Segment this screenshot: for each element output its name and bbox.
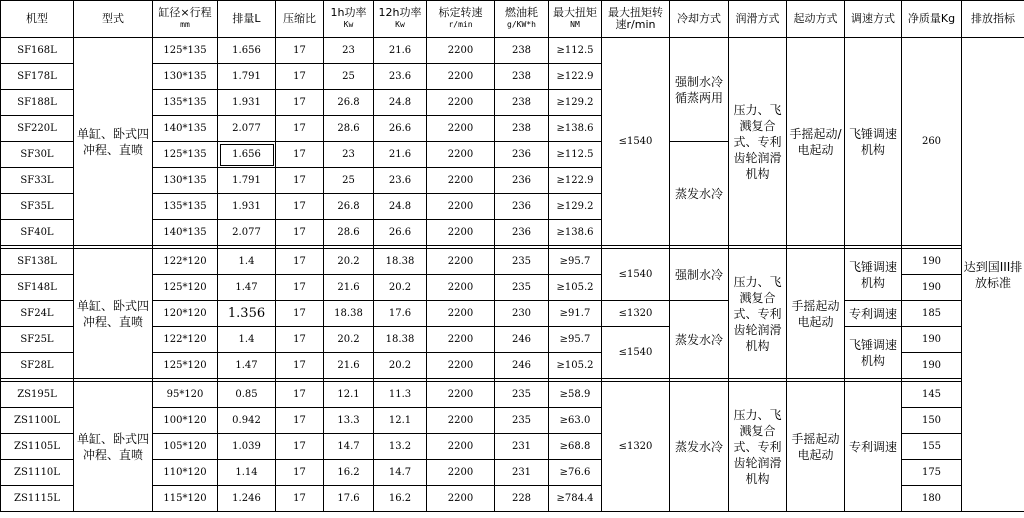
- cell-governing: 飞锤调速机构: [845, 38, 902, 246]
- cell-emission: 达到国III排放标准: [962, 38, 1024, 512]
- cell-model: SF148L: [1, 275, 74, 301]
- cell-governing: 飞锤调速机构: [845, 327, 902, 379]
- cell-compression: 17: [276, 382, 324, 408]
- cell-power-12h: 26.6: [374, 116, 427, 142]
- cell-model: ZS195L: [1, 382, 74, 408]
- cell-fuel: 236: [495, 142, 549, 168]
- cell-model: SF28L: [1, 353, 74, 379]
- cell-power-12h: 24.8: [374, 194, 427, 220]
- cell-net-mass: 150: [902, 408, 962, 434]
- cell-model: SF178L: [1, 64, 74, 90]
- cell-compression: 17: [276, 486, 324, 512]
- cell-lubrication: 压力、飞溅复合式、专利齿轮润滑机构: [729, 38, 787, 246]
- cell-power-1h: 17.6: [324, 486, 374, 512]
- cell-displacement: 1.791: [218, 64, 276, 90]
- cell-rated-speed: 2200: [427, 275, 495, 301]
- cell-max-torque: ≥95.7: [549, 249, 602, 275]
- cell-type: 单缸、卧式四冲程、直喷: [74, 382, 153, 512]
- cell-power-1h: 25: [324, 64, 374, 90]
- header-max-torque: 最大扭矩 NM: [549, 1, 602, 38]
- cell-displacement: 1.246: [218, 486, 276, 512]
- cell-fuel: 238: [495, 64, 549, 90]
- cell-power-1h: 26.8: [324, 90, 374, 116]
- cell-fuel: 235: [495, 382, 549, 408]
- header-rated-speed: 标定转速 r/min: [427, 1, 495, 38]
- cell-rated-speed: 2200: [427, 142, 495, 168]
- cell-lubrication: 压力、飞溅复合式、专利齿轮润滑机构: [729, 382, 787, 512]
- cell-compression: 17: [276, 116, 324, 142]
- cell-displacement: 1.356: [218, 301, 276, 327]
- table-row: [1, 327, 1024, 353]
- cell-bore-stroke: 125*135: [153, 142, 218, 168]
- cell-power-12h: 13.2: [374, 434, 427, 460]
- cell-torque-speed: ≤1320: [602, 301, 670, 327]
- cell-net-mass: 190: [902, 249, 962, 275]
- cell-power-12h: 12.1: [374, 408, 427, 434]
- cell-bore-stroke: 140*135: [153, 116, 218, 142]
- header-power-1h: 1h功率 Kw: [324, 1, 374, 38]
- cell-displacement: 1.47: [218, 275, 276, 301]
- cell-max-torque: ≥91.7: [549, 301, 602, 327]
- cell-power-1h: 28.6: [324, 116, 374, 142]
- cell-net-mass: 145: [902, 382, 962, 408]
- cell-power-1h: 20.2: [324, 327, 374, 353]
- cell-power-1h: 21.6: [324, 275, 374, 301]
- cell-max-torque: ≥112.5: [549, 38, 602, 64]
- cell-type: 单缸、卧式四冲程、直喷: [74, 249, 153, 379]
- cell-net-mass: 190: [902, 327, 962, 353]
- cell-max-torque: ≥105.2: [549, 275, 602, 301]
- cell-displacement: 2.077: [218, 116, 276, 142]
- cell-rated-speed: 2200: [427, 382, 495, 408]
- cell-fuel: 236: [495, 220, 549, 246]
- cell-power-12h: 18.38: [374, 327, 427, 353]
- cell-torque-speed: ≤1540: [602, 38, 670, 246]
- cell-governing: 专利调速: [845, 382, 902, 512]
- cell-torque-speed: ≤1320: [602, 382, 670, 512]
- cell-bore-stroke: 95*120: [153, 382, 218, 408]
- cell-displacement: 1.791: [218, 168, 276, 194]
- cell-max-torque: ≥95.7: [549, 327, 602, 353]
- cell-rated-speed: 2200: [427, 64, 495, 90]
- cell-rated-speed: 2200: [427, 220, 495, 246]
- cell-bore-stroke: 120*120: [153, 301, 218, 327]
- cell-bore-stroke: 125*120: [153, 353, 218, 379]
- cell-compression: 17: [276, 434, 324, 460]
- cell-power-1h: 23: [324, 142, 374, 168]
- cell-displacement: 1.039: [218, 434, 276, 460]
- cell-rated-speed: 2200: [427, 327, 495, 353]
- cell-cooling: 蒸发水冷: [670, 382, 729, 512]
- cell-net-mass: 190: [902, 275, 962, 301]
- cell-power-1h: 28.6: [324, 220, 374, 246]
- cell-rated-speed: 2200: [427, 460, 495, 486]
- cell-bore-stroke: 122*120: [153, 249, 218, 275]
- cell-fuel: 246: [495, 327, 549, 353]
- cell-displacement: 1.931: [218, 90, 276, 116]
- cell-power-12h: 23.6: [374, 64, 427, 90]
- cell-power-1h: 20.2: [324, 249, 374, 275]
- cell-compression: 17: [276, 194, 324, 220]
- cell-compression: 17: [276, 408, 324, 434]
- header-net-mass: 净质量Kg: [902, 1, 962, 38]
- cell-compression: 17: [276, 142, 324, 168]
- cell-bore-stroke: 100*120: [153, 408, 218, 434]
- header-bore-stroke: 缸径×行程 mm: [153, 1, 218, 38]
- cell-model: SF33L: [1, 168, 74, 194]
- cell-compression: 17: [276, 301, 324, 327]
- header-emission: 排放指标: [962, 1, 1024, 38]
- cell-rated-speed: 2200: [427, 486, 495, 512]
- cell-power-1h: 25: [324, 168, 374, 194]
- cell-bore-stroke: 125*120: [153, 275, 218, 301]
- cell-torque-speed: ≤1540: [602, 327, 670, 379]
- cell-governing: 飞锤调速机构: [845, 249, 902, 301]
- cell-power-1h: 21.6: [324, 353, 374, 379]
- cell-bore-stroke: 105*120: [153, 434, 218, 460]
- cell-max-torque: ≥129.2: [549, 194, 602, 220]
- table-row: [1, 249, 1024, 275]
- cell-net-mass: 175: [902, 460, 962, 486]
- cell-power-12h: 14.7: [374, 460, 427, 486]
- cell-model: SF35L: [1, 194, 74, 220]
- cell-fuel: 235: [495, 408, 549, 434]
- cell-displacement: 1.4: [218, 249, 276, 275]
- header-starting: 起动方式: [787, 1, 845, 38]
- cell-power-12h: 18.38: [374, 249, 427, 275]
- cell-power-12h: 16.2: [374, 486, 427, 512]
- cell-model: ZS1105L: [1, 434, 74, 460]
- cell-fuel: 235: [495, 275, 549, 301]
- cell-fuel: 238: [495, 116, 549, 142]
- cell-power-12h: 26.6: [374, 220, 427, 246]
- cell-power-12h: 17.6: [374, 301, 427, 327]
- cell-model: ZS1100L: [1, 408, 74, 434]
- cell-model: SF40L: [1, 220, 74, 246]
- cell-max-torque: ≥122.9: [549, 168, 602, 194]
- cell-net-mass: 155: [902, 434, 962, 460]
- cell-displacement: 1.47: [218, 353, 276, 379]
- cell-model: ZS1110L: [1, 460, 74, 486]
- header-cooling: 冷却方式: [670, 1, 729, 38]
- header-torque-speed: 最大扭矩转速r/min: [602, 1, 670, 38]
- cell-governing: 专利调速: [845, 301, 902, 327]
- cell-power-1h: 18.38: [324, 301, 374, 327]
- header-power-12h: 12h功率 Kw: [374, 1, 427, 38]
- cell-displacement: 1.656: [218, 38, 276, 64]
- cell-max-torque: ≥138.6: [549, 220, 602, 246]
- cell-max-torque: ≥63.0: [549, 408, 602, 434]
- header-fuel: 燃油耗 g/KW*h: [495, 1, 549, 38]
- cell-power-1h: 23: [324, 38, 374, 64]
- cell-bore-stroke: 130*135: [153, 64, 218, 90]
- cell-compression: 17: [276, 38, 324, 64]
- cell-compression: 17: [276, 249, 324, 275]
- cell-model: SF188L: [1, 90, 74, 116]
- header-model: 机型: [1, 1, 74, 38]
- cell-cooling: 强制水冷: [670, 249, 729, 301]
- cell-displacement: 2.077: [218, 220, 276, 246]
- cell-power-12h: 11.3: [374, 382, 427, 408]
- cell-rated-speed: 2200: [427, 168, 495, 194]
- cell-compression: 17: [276, 64, 324, 90]
- cell-power-12h: 24.8: [374, 90, 427, 116]
- cell-lubrication: 压力、飞溅复合式、专利齿轮润滑机构: [729, 249, 787, 379]
- cell-fuel: 246: [495, 353, 549, 379]
- cell-model: SF25L: [1, 327, 74, 353]
- cell-power-1h: 14.7: [324, 434, 374, 460]
- cell-power-12h: 20.2: [374, 275, 427, 301]
- cell-net-mass: 190: [902, 353, 962, 379]
- cell-starting: 手摇起动/电起动: [787, 38, 845, 246]
- cell-rated-speed: 2200: [427, 249, 495, 275]
- cell-power-1h: 16.2: [324, 460, 374, 486]
- header-lubrication: 润滑方式: [729, 1, 787, 38]
- cell-starting: 手摇起动电起动: [787, 382, 845, 512]
- cell-model: SF24L: [1, 301, 74, 327]
- cell-fuel: 235: [495, 249, 549, 275]
- cell-fuel: 236: [495, 168, 549, 194]
- cell-compression: 17: [276, 460, 324, 486]
- cell-type: 单缸、卧式四冲程、直喷: [74, 38, 153, 246]
- cell-power-12h: 20.2: [374, 353, 427, 379]
- cell-max-torque: ≥112.5: [549, 142, 602, 168]
- cell-max-torque: ≥138.6: [549, 116, 602, 142]
- cell-rated-speed: 2200: [427, 116, 495, 142]
- cell-bore-stroke: 122*120: [153, 327, 218, 353]
- cell-compression: 17: [276, 275, 324, 301]
- cell-net-mass: 260: [902, 38, 962, 246]
- cell-displacement: 1.4: [218, 327, 276, 353]
- header-type: 型式: [74, 1, 153, 38]
- cell-fuel: 231: [495, 434, 549, 460]
- cell-power-1h: 26.8: [324, 194, 374, 220]
- cell-displacement: 0.942: [218, 408, 276, 434]
- cell-fuel: 230: [495, 301, 549, 327]
- cell-max-torque: ≥68.8: [549, 434, 602, 460]
- cell-cooling: 蒸发水冷: [670, 301, 729, 379]
- cell-bore-stroke: 135*135: [153, 90, 218, 116]
- cell-power-1h: 13.3: [324, 408, 374, 434]
- cell-power-1h: 12.1: [324, 382, 374, 408]
- cell-rated-speed: 2200: [427, 301, 495, 327]
- cell-compression: 17: [276, 327, 324, 353]
- cell-max-torque: ≥784.4: [549, 486, 602, 512]
- table-row: [1, 382, 1024, 408]
- cell-torque-speed: ≤1540: [602, 249, 670, 301]
- cell-max-torque: ≥105.2: [549, 353, 602, 379]
- cell-bore-stroke: 115*120: [153, 486, 218, 512]
- cell-max-torque: ≥76.6: [549, 460, 602, 486]
- cell-rated-speed: 2200: [427, 408, 495, 434]
- cell-rated-speed: 2200: [427, 90, 495, 116]
- cell-rated-speed: 2200: [427, 38, 495, 64]
- header-displacement: 排量L: [218, 1, 276, 38]
- cell-displacement: 1.656: [218, 142, 276, 168]
- cell-displacement: 1.931: [218, 194, 276, 220]
- cell-model: SF168L: [1, 38, 74, 64]
- cell-net-mass: 185: [902, 301, 962, 327]
- cell-bore-stroke: 140*135: [153, 220, 218, 246]
- cell-compression: 17: [276, 90, 324, 116]
- cell-model: SF138L: [1, 249, 74, 275]
- cell-fuel: 228: [495, 486, 549, 512]
- header-row: [1, 1, 1024, 38]
- table-row: [1, 38, 1024, 64]
- cell-bore-stroke: 125*135: [153, 38, 218, 64]
- cell-model: ZS1115L: [1, 486, 74, 512]
- cell-max-torque: ≥58.9: [549, 382, 602, 408]
- cell-displacement: 0.85: [218, 382, 276, 408]
- cell-displacement: 1.14: [218, 460, 276, 486]
- cell-power-12h: 21.6: [374, 142, 427, 168]
- cell-bore-stroke: 130*135: [153, 168, 218, 194]
- cell-compression: 17: [276, 220, 324, 246]
- cell-fuel: 236: [495, 194, 549, 220]
- cell-max-torque: ≥129.2: [549, 90, 602, 116]
- table-row: [1, 301, 1024, 327]
- cell-power-12h: 21.6: [374, 38, 427, 64]
- cell-max-torque: ≥122.9: [549, 64, 602, 90]
- cell-bore-stroke: 110*120: [153, 460, 218, 486]
- cell-compression: 17: [276, 168, 324, 194]
- cell-fuel: 231: [495, 460, 549, 486]
- cell-compression: 17: [276, 353, 324, 379]
- cell-fuel: 238: [495, 38, 549, 64]
- cell-rated-speed: 2200: [427, 194, 495, 220]
- cell-net-mass: 180: [902, 486, 962, 512]
- cell-model: SF30L: [1, 142, 74, 168]
- cell-fuel: 238: [495, 90, 549, 116]
- cell-bore-stroke: 135*135: [153, 194, 218, 220]
- cell-rated-speed: 2200: [427, 434, 495, 460]
- cell-starting: 手摇起动电起动: [787, 249, 845, 379]
- header-compression: 压缩比: [276, 1, 324, 38]
- cell-power-12h: 23.6: [374, 168, 427, 194]
- cell-rated-speed: 2200: [427, 353, 495, 379]
- header-governing: 调速方式: [845, 1, 902, 38]
- cell-cooling: 强制水冷循蒸两用: [670, 38, 729, 142]
- cell-model: SF220L: [1, 116, 74, 142]
- cell-cooling: 蒸发水冷: [670, 142, 729, 246]
